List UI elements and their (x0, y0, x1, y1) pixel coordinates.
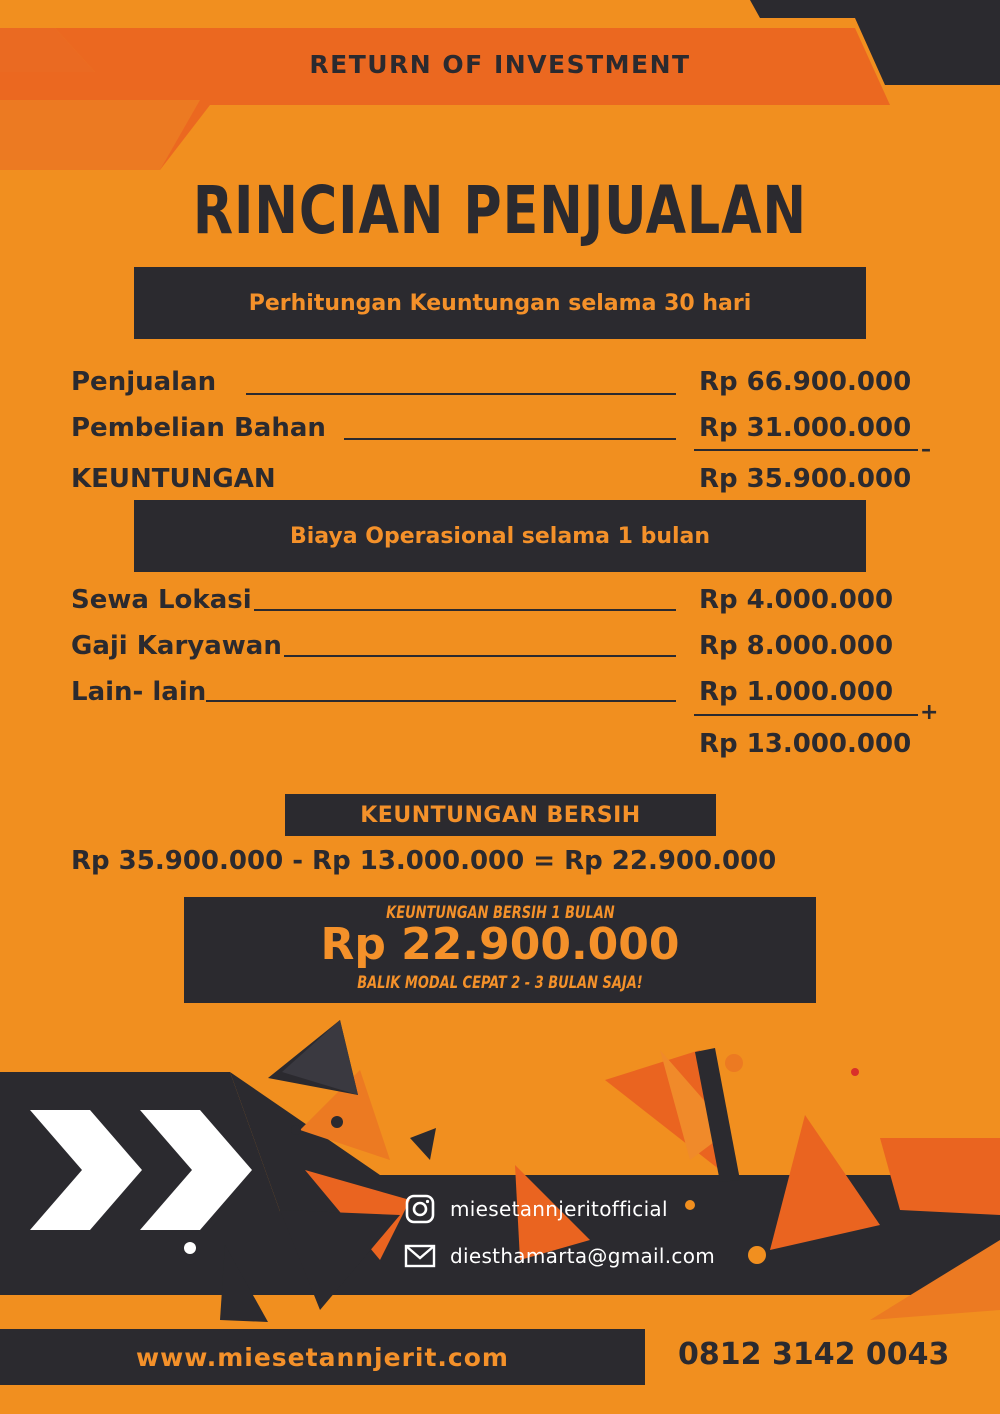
highlight-tagline-wrap (184, 973, 816, 993)
row-leader-line (284, 655, 676, 657)
section2-heading: Biaya Operasional selama 1 bulan (289, 523, 711, 549)
highlight-caption: KEUNTUNGAN BERSIH 1 BULAN (385, 903, 615, 923)
row-value-penjualan: Rp 66.900.000 (699, 367, 912, 397)
row-leader-line (344, 438, 676, 440)
net-equation: Rp 35.900.000 - Rp 13.000.000 = Rp 22.900.000 (71, 846, 777, 876)
keuntungan-label: KEUNTUNGAN (71, 464, 276, 494)
row-label-lain-lain: Lain- lain (71, 677, 207, 707)
plus-operator: + (920, 700, 939, 725)
mail-icon (404, 1244, 436, 1268)
section2-heading-band (134, 500, 866, 572)
row-leader-line (246, 393, 676, 395)
row-leader-line (206, 700, 676, 702)
net-heading-band (285, 794, 716, 836)
instagram-icon (404, 1193, 436, 1225)
row-label-gaji-karyawan: Gaji Karyawan (71, 631, 282, 661)
highlight-box (184, 897, 816, 1003)
minus-operator: – (921, 437, 931, 461)
row-value-pembelian-bahan: Rp 31.000.000 (699, 413, 912, 443)
phone-number[interactable]: 0812 3142 0043 (678, 1337, 950, 1372)
row-leader-line (254, 609, 676, 611)
page-title-wrap (0, 172, 1000, 249)
website-link[interactable]: www.miesetannjerit.com (136, 1342, 509, 1372)
website-bar (0, 1329, 645, 1385)
highlight-amount-wrap (184, 919, 816, 970)
section1-heading: Perhitungan Keuntungan selama 30 hari (248, 290, 752, 316)
page-title: RINCIAN PENJUALAN (192, 172, 808, 249)
operational-total-value: Rp 13.000.000 (699, 729, 912, 759)
highlight-tagline: BALIK MODAL CEPAT 2 - 3 BULAN SAJA! (357, 973, 643, 993)
email-address: diesthamarta@gmail.com (450, 1244, 716, 1268)
highlight-amount: Rp 22.900.000 (320, 919, 680, 970)
section1-heading-band (134, 267, 866, 339)
row-label-penjualan: Penjualan (71, 367, 217, 397)
header-label-wrap (0, 50, 1000, 79)
row-value-sewa-lokasi: Rp 4.000.000 (699, 585, 894, 615)
net-heading: KEUNTUNGAN BERSIH (360, 802, 641, 828)
row-value-lain-lain: Rp 1.000.000 (699, 677, 894, 707)
header-decoration (0, 0, 1000, 200)
double-chevron-right-icon (30, 1110, 260, 1230)
email-contact[interactable] (404, 1244, 715, 1268)
instagram-contact[interactable] (404, 1193, 668, 1225)
keuntungan-value: Rp 35.900.000 (699, 464, 912, 494)
subtotal-rule (694, 714, 918, 716)
header-label: RETURN OF INVESTMENT (309, 50, 691, 79)
row-value-gaji-karyawan: Rp 8.000.000 (699, 631, 894, 661)
instagram-handle: miesetannjeritofficial (450, 1197, 668, 1221)
row-label-pembelian-bahan: Pembelian Bahan (71, 413, 326, 443)
subtotal-rule (694, 449, 918, 451)
row-label-sewa-lokasi: Sewa Lokasi (71, 585, 252, 615)
